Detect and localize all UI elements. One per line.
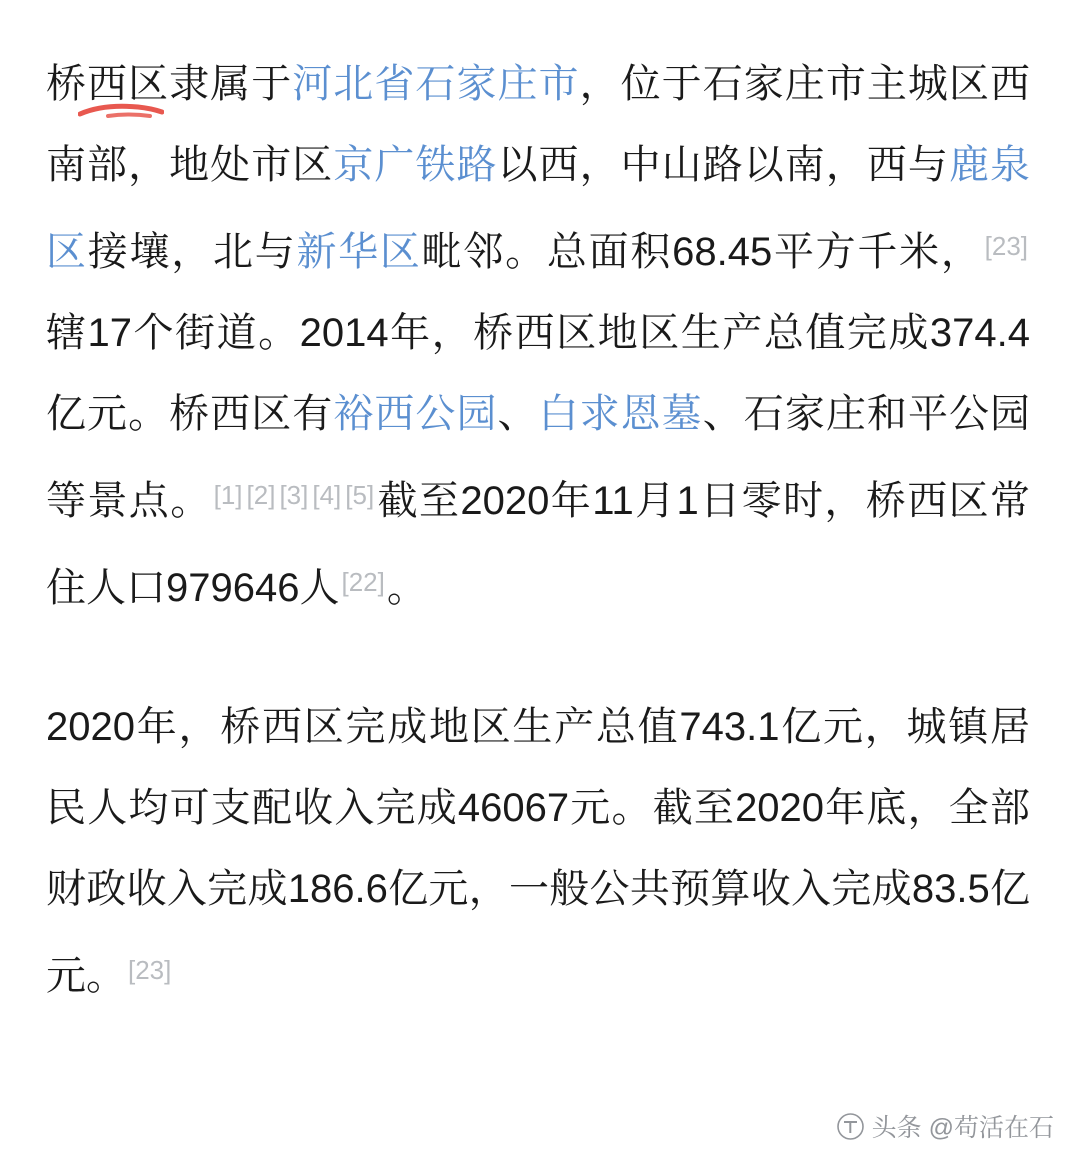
reference-marker[interactable]: [22] xyxy=(341,567,385,597)
inline-link[interactable]: 京广铁路 xyxy=(333,143,498,187)
reference-marker[interactable]: [23] xyxy=(984,231,1029,261)
body-text: 。 xyxy=(386,566,427,610)
watermark-text: 头条 @苟活在石 xyxy=(871,1114,1054,1142)
reference-marker[interactable]: [5] xyxy=(345,480,375,510)
inline-link[interactable]: 白求恩墓 xyxy=(538,392,703,436)
body-text: 接壤，北与 xyxy=(87,230,297,274)
reference-marker[interactable]: [4] xyxy=(312,480,342,510)
body-text: 、 xyxy=(497,392,539,436)
body-text: 截至2020年11月1日零时，桥西区常住人口979646人 xyxy=(46,479,1030,610)
inline-link[interactable]: 裕西公园 xyxy=(333,392,498,436)
inline-link[interactable]: 鹿泉区 xyxy=(46,143,1031,274)
paragraph-2 xyxy=(46,687,1030,1017)
body-text: 以西，中山路以南，西与 xyxy=(497,143,949,187)
reference-marker[interactable]: [23] xyxy=(128,955,172,985)
reference-marker[interactable]: [3] xyxy=(279,480,309,510)
reference-marker[interactable]: [2] xyxy=(246,480,276,510)
inline-link[interactable]: 河北省石家庄市 xyxy=(292,62,580,106)
body-text: 、石家庄和平公园等景点。 xyxy=(46,392,1031,523)
body-text: ，位于石家庄市主城区西南部，地处市区 xyxy=(46,62,1031,187)
body-text: 辖17个街道。2014年，桥西区地区生产总值完成374.4亿元。桥西区有 xyxy=(46,311,1030,436)
inline-link[interactable]: 新华区 xyxy=(296,230,422,274)
toutiao-logo-icon xyxy=(837,1113,864,1140)
reference-marker[interactable]: [1] xyxy=(213,480,243,510)
paragraph-1 xyxy=(46,44,1030,629)
body-text: 2020年，桥西区完成地区生产总值743.1亿元，城镇居民人均可支配收入完成46067元。截至2020年底，全部财政收入完成186.6亿元，一般公共预算收入完成83.5亿元。 xyxy=(46,705,1030,998)
watermark xyxy=(837,1108,1054,1144)
body-text: 桥西区隶属于 xyxy=(46,62,293,106)
body-text: 毗邻。总面积68.45平方千米， xyxy=(421,230,983,274)
